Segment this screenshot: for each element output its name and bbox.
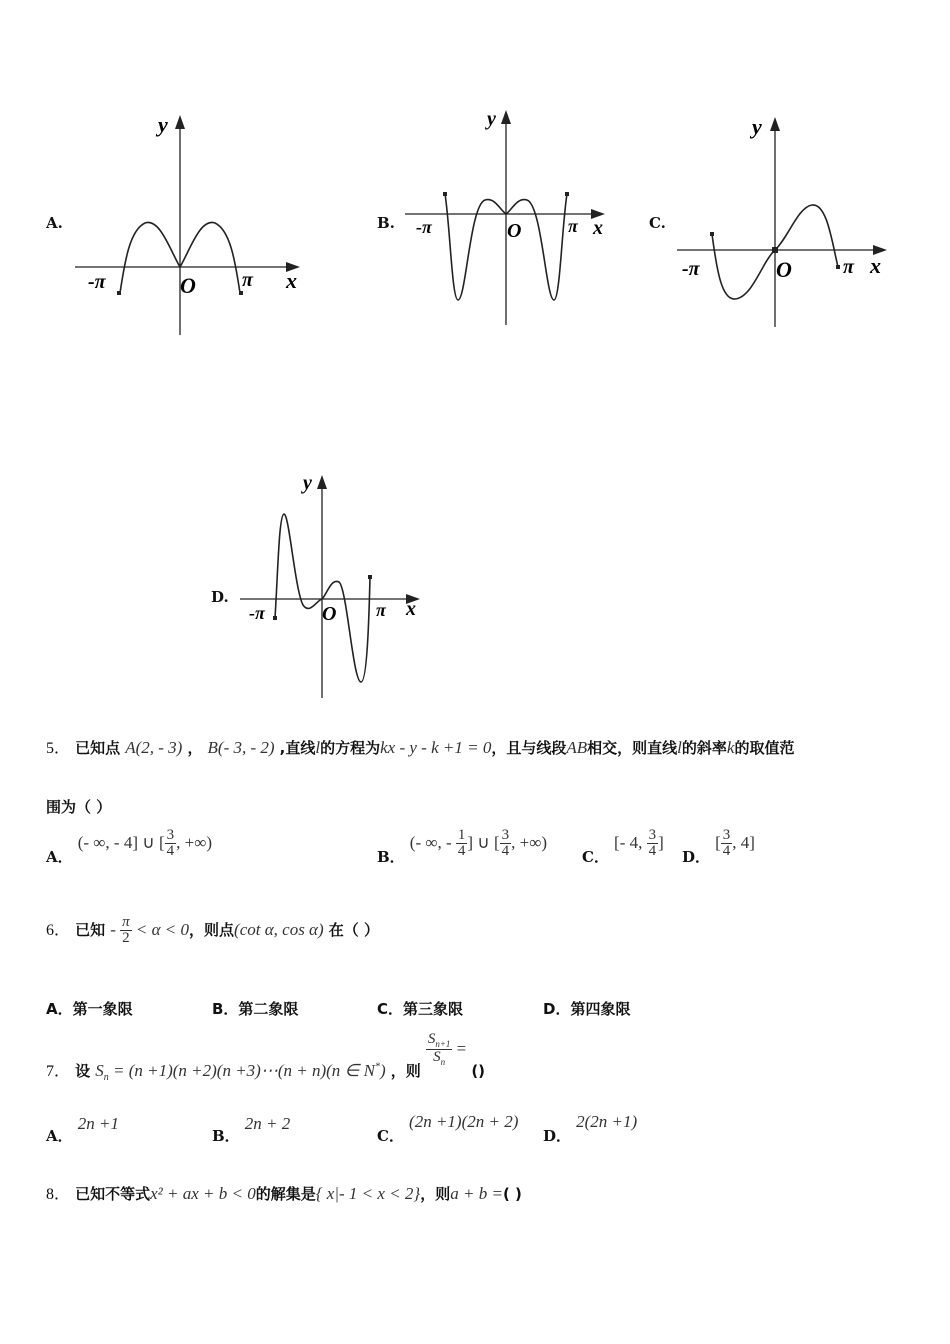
graph-d-x-label: x <box>406 598 416 620</box>
option-a-label: A. <box>46 214 63 232</box>
q5-option-d-frac: $\frac{3}{4}$ <box>722 827 731 859</box>
graph-d <box>235 470 435 705</box>
q5-option-c-post: ] <box>658 833 664 852</box>
graph-a <box>70 110 310 340</box>
q5-option-a-frac: $\frac{3}{4}$ <box>166 827 175 859</box>
q6-ineq-post: < α < 0 <box>131 920 190 939</box>
q5-option-d[interactable] <box>682 828 755 867</box>
graph-c-pi: π <box>843 256 854 278</box>
q6-option-c[interactable]: C．第三象限 <box>377 1000 464 1018</box>
q5-option-a-label: A． <box>46 848 73 866</box>
graph-c-x-label: x <box>870 253 881 278</box>
graph-d-origin: O <box>322 603 337 625</box>
q8-text-3: ，则 <box>420 1185 451 1203</box>
graph-a-pi: π <box>242 269 253 291</box>
q5-option-d-label: D． <box>682 848 711 866</box>
question-7 <box>46 1032 485 1083</box>
q6-option-b[interactable]: B．第二象限 <box>212 1000 299 1018</box>
q5-point-b: B(- 3, - 2) <box>207 738 275 757</box>
q6-point: (cot α, cos α) <box>234 920 324 939</box>
graph-a-x-label: x <box>286 268 297 293</box>
q7-text-2: ，则 <box>390 1062 421 1080</box>
question-5 <box>46 735 794 758</box>
q5-option-a[interactable] <box>46 828 212 867</box>
q8-text-1: 已知不等式 <box>75 1185 151 1203</box>
q5-text-1: 已知点 <box>75 739 121 757</box>
q5-number: 5． <box>46 740 71 757</box>
q7-sn-expr: $S_n = (n +1)(n +2)(n$ +3)⋯(n + n)(n ∈ N*) <box>95 1061 386 1084</box>
graph-b-pi: π <box>568 216 578 236</box>
q7-option-c-label: C． <box>377 1127 404 1145</box>
question-6 <box>46 915 379 946</box>
q5-option-b-post: , +∞) <box>511 833 548 852</box>
q5-l: l <box>315 738 321 757</box>
q7-option-a-value: 2n +1 <box>77 1114 119 1133</box>
q5-text-2: ,直线 <box>279 739 316 757</box>
q5-text-4: ，且与线段 <box>491 739 567 757</box>
question-8 <box>46 1181 522 1204</box>
graph-a-origin: O <box>180 273 196 298</box>
q6-option-a[interactable]: A．第一象限 <box>46 1000 133 1018</box>
q5-option-b-pre: (- ∞, - <box>409 833 456 852</box>
q5-option-a-post: , +∞) <box>176 833 212 852</box>
q6-number: 6． <box>46 922 71 939</box>
graph-d-y-label: y <box>303 472 312 494</box>
q8-number: 8． <box>46 1186 71 1203</box>
q7-equals: = <box>452 1039 467 1058</box>
graph-b <box>400 105 620 335</box>
q6-ineq-frac: $\frac{\pi}{2}$ <box>122 914 130 946</box>
graph-a-y-label: y <box>158 112 168 137</box>
option-c-label: C. <box>649 214 666 232</box>
q6-text-2: ，则点 <box>189 921 235 939</box>
q5-option-d-post: , 4] <box>732 833 755 852</box>
q8-sum: a + b = <box>450 1184 503 1203</box>
graph-d-pi: π <box>376 600 386 620</box>
q5-option-c-pre: [- 4, <box>614 833 647 852</box>
q6-text-3: 在（ ） <box>328 921 379 939</box>
q5-option-c[interactable] <box>582 828 664 867</box>
q5-line-2: 围为（ ） <box>46 798 112 816</box>
q5-option-b-label: B． <box>377 848 405 866</box>
q8-text-4: ( ) <box>502 1185 522 1203</box>
q8-text-2: 的解集是 <box>255 1185 316 1203</box>
q7-option-b-label: B． <box>212 1127 240 1145</box>
graph-b-x-label: x <box>593 217 603 239</box>
q5-point-a: A(2, - 3) <box>125 738 183 757</box>
q7-text-1: 设 <box>75 1062 91 1080</box>
graph-c-origin: O <box>776 257 792 282</box>
q5-option-d-pre: [ <box>715 833 721 852</box>
graph-d-neg-pi: -π <box>249 603 265 623</box>
graph-c <box>672 112 902 332</box>
graph-c-neg-pi: -π <box>682 258 700 280</box>
q5-option-c-frac: $\frac{3}{4}$ <box>648 827 657 859</box>
graph-b-origin: O <box>507 220 522 242</box>
q5-option-b-frac-1: $\frac{1}{4}$ <box>457 827 466 859</box>
q5-equation: kx - y - k +1 = 0 <box>380 738 492 757</box>
q5-option-a-pre: (- ∞, - 4] ∪ [ <box>77 833 165 852</box>
q8-solution-set: { x|- 1 < x < 2} <box>315 1184 421 1203</box>
q5-sep: ， <box>187 739 203 757</box>
q5-text-6: 的斜率 <box>681 739 727 757</box>
q5-option-c-label: C． <box>582 848 609 866</box>
q7-option-a-label: A． <box>46 1127 73 1145</box>
q6-text-1: 已知 <box>75 921 106 939</box>
q7-option-d-label: D． <box>543 1127 572 1145</box>
q7-option-d[interactable] <box>543 1112 637 1146</box>
option-b-label: B. <box>377 214 395 232</box>
q5-segment-ab: AB <box>566 738 588 757</box>
graph-a-neg-pi: -π <box>88 271 106 293</box>
q7-option-a[interactable] <box>46 1114 119 1146</box>
q5-text-3: 的方程为 <box>320 739 381 757</box>
q5-option-b-frac-2: $\frac{3}{4}$ <box>501 827 510 859</box>
q7-option-b[interactable] <box>212 1114 290 1146</box>
q5-text-7: 的取值范 <box>734 739 795 757</box>
q7-option-c[interactable] <box>377 1112 518 1146</box>
q7-number: 7． <box>46 1063 71 1080</box>
q7-option-b-value: 2n + 2 <box>244 1114 291 1133</box>
graph-b-y-label: y <box>487 108 496 130</box>
q5-l-2: l <box>677 738 682 757</box>
graph-b-neg-pi: -π <box>416 217 432 237</box>
q8-inequality: x² + ax + b < 0 <box>150 1184 256 1203</box>
q7-option-c-value: (2n +1)(2n + 2) <box>409 1112 519 1131</box>
q5-k: k <box>726 738 735 757</box>
q7-option-d-value: 2(2n +1) <box>576 1112 638 1131</box>
q5-option-b[interactable] <box>377 828 547 867</box>
q7-fraction: $\frac{S_{n+1}}{S_n}$ <box>427 1031 451 1067</box>
q7-text-3: () <box>471 1062 486 1080</box>
q5-option-b-mid: ] ∪ [ <box>467 833 500 852</box>
q6-ineq-pre: - <box>110 920 121 939</box>
q6-option-d[interactable]: D．第四象限 <box>543 1000 631 1018</box>
option-d-label: D. <box>211 588 229 606</box>
q5-text-5: 相交，则直线 <box>587 739 678 757</box>
graph-c-y-label: y <box>752 114 762 139</box>
